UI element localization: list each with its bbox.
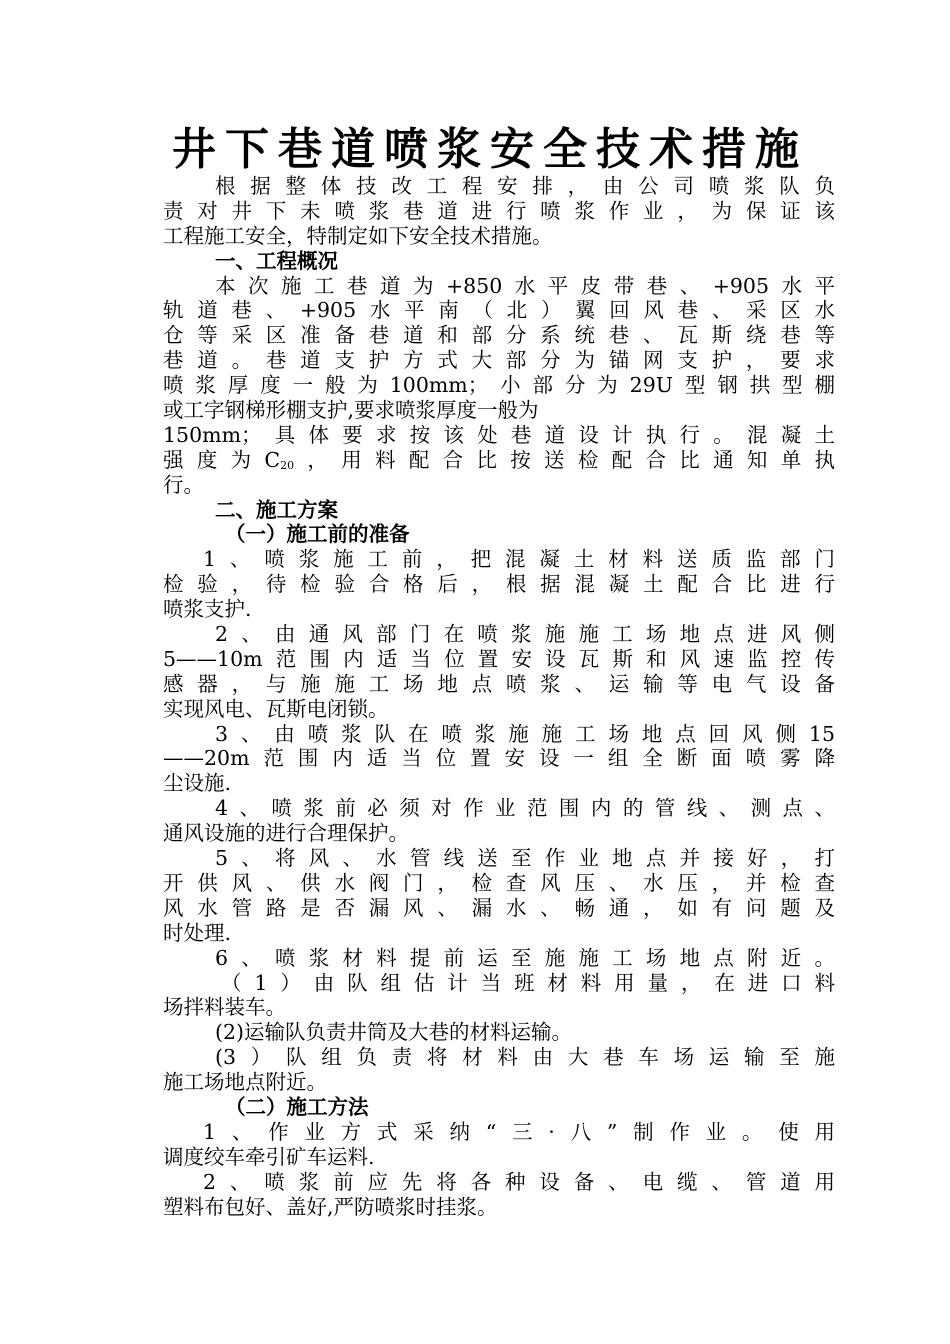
paragraph-line: 1、作业方式采纳“三·八”制作业。使用	[203, 1119, 835, 1144]
paragraph-line: 6、喷浆材料提前运至施施工场地点附近。	[215, 945, 835, 970]
subsection-heading: （一）施工前的准备	[225, 522, 410, 547]
paragraph-line: 或工字钢梯形棚支护,要求喷浆厚度一般为	[163, 398, 539, 423]
paragraph-line: 实现风电、瓦斯电闭锁。	[163, 696, 389, 721]
paragraph-line: (2)运输队负责井筒及大巷的材料运输。	[215, 1020, 573, 1045]
paragraph-line: （1）由队组估计当班材料用量，在进口料	[221, 970, 835, 995]
paragraph-line: 1、喷浆施工前，把混凝土材料送质监部门	[203, 547, 835, 572]
paragraph-line: 仓等采区准备巷道和部分系统巷、瓦斯绕巷等	[163, 323, 835, 348]
paragraph-line: 5、将风、水管线送至作业地点并接好，打	[215, 846, 835, 871]
paragraph-line: (3）队组负责将材料由大巷车场运输至施	[215, 1045, 835, 1070]
paragraph-line: 2、由通风部门在喷浆施施工场地点进风侧	[215, 622, 835, 647]
paragraph-line	[163, 448, 835, 473]
paragraph-line: 责对井下未喷浆巷道进行喷浆作业，为保证该	[163, 198, 835, 223]
paragraph-line: 工程施工安全，特制定如下安全技术措施。	[163, 223, 553, 248]
paragraph-line: 3、由喷浆队在喷浆施施工场地点回风侧15	[215, 721, 835, 746]
document-title: 井下巷道喷浆安全技术措施	[172, 124, 808, 175]
paragraph-line: 喷浆支护.	[163, 597, 252, 622]
paragraph-line: 感器，与施施工场地点喷浆、运输等电气设备	[163, 671, 835, 696]
paragraph-line: 150mm；具体要求按该处巷道设计执行。混凝土	[163, 422, 835, 447]
paragraph-line: 尘设施.	[163, 771, 232, 796]
document-body	[163, 174, 835, 1219]
paragraph-line: ——20m范围内适当位置安设一组全断面喷雾降	[163, 746, 835, 771]
paragraph-line: 开供风、供水阀门，检查风压、水压，并检查	[163, 870, 835, 895]
concrete-grade-subscript: 20	[280, 458, 295, 472]
paragraph-line: 检验，待检验合格后，根据混凝土配合比进行	[163, 572, 835, 597]
paragraph-line: 4、喷浆前必须对作业范围内的管线、测点、	[215, 796, 835, 821]
concrete-grade-text: 强度为C	[163, 447, 281, 472]
paragraph-line: 调度绞车牵引矿车运料.	[163, 1144, 375, 1169]
paragraph-line: 根据整体技改工程安排，由公司喷浆队负	[215, 174, 835, 198]
paragraph-line: 风水管路是否漏风、漏水、畅通，如有问题及	[163, 895, 835, 920]
paragraph-line: 施工场地点附近。	[163, 1070, 327, 1095]
paragraph-line: 行。	[163, 472, 204, 497]
paragraph-line: 塑料布包好、盖好,严防喷浆时挂浆。	[163, 1194, 498, 1219]
paragraph-line: 巷道。巷道支护方式大部分为锚网支护，要求	[163, 348, 835, 373]
paragraph-line-rest: ，用料配合比按送检配合比通知单执	[294, 447, 836, 472]
paragraph-line: 5——10m范围内适当位置安设瓦斯和风速监控传	[163, 646, 835, 671]
subsection-heading: （二）施工方法	[225, 1094, 369, 1119]
paragraph-line: 2、喷浆前应先将各种设备、电缆、管道用	[203, 1169, 835, 1194]
paragraph-line: 轨道巷、+905水平南（北）翼回风巷、采区水	[163, 298, 835, 323]
section-heading: 一、工程概况	[215, 248, 338, 273]
paragraph-line: 通风设施的进行合理保护。	[163, 821, 409, 846]
section-heading: 二、施工方案	[215, 497, 338, 522]
paragraph-line: 本次施工巷道为+850水平皮带巷、+905水平	[215, 273, 835, 298]
paragraph-line: 时处理.	[163, 920, 232, 945]
paragraph-line: 场拌料装车。	[163, 995, 286, 1020]
paragraph-line: 喷浆厚度一般为100mm；小部分为29U型钢拱型棚	[163, 373, 835, 398]
